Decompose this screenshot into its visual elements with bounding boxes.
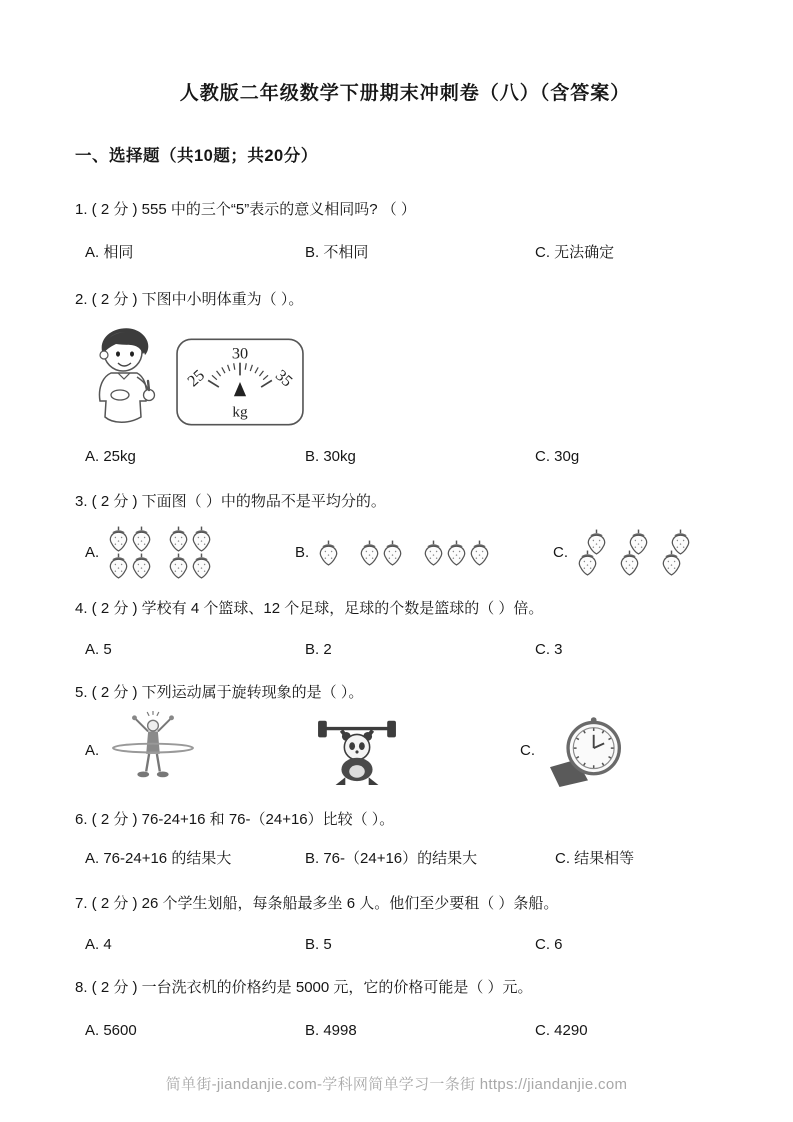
strawberry-icon [107, 525, 130, 552]
scale-unit-label: kg [232, 403, 248, 421]
strawberry-icon [445, 539, 468, 566]
alarm-clock-icon [543, 712, 633, 788]
scale-left-label: 25 [183, 366, 209, 391]
q6-option-b: B. 76-（24+16）的结果大 [305, 850, 478, 867]
q2-option-a: A. 25kg [85, 448, 136, 465]
question-6-options [75, 849, 735, 868]
cartoon-boy-icon [85, 321, 163, 435]
scale-center-label: 30 [231, 344, 249, 363]
question-5-options [75, 710, 735, 790]
strawberry-groups-c [576, 528, 702, 576]
q7-option-c: C. 6 [535, 936, 563, 953]
strawberry-icon [190, 525, 213, 552]
q3-option-c [553, 528, 702, 576]
q3-option-c-label: C. [553, 543, 568, 561]
q8-option-c: C. 4290 [535, 1022, 588, 1039]
strawberry-groups-b [317, 539, 509, 566]
strawberry-icon [130, 552, 153, 579]
q1-option-b: B. 不相同 [305, 244, 369, 261]
q1-option-a: A. 相同 [85, 244, 134, 261]
strawberry-icon [130, 525, 153, 552]
q6-option-c: C. 结果相等 [555, 850, 635, 867]
question-2-options [75, 447, 735, 466]
strawberry-icon [618, 549, 641, 576]
question-8-text: 8. ( 2 分 ) 一台洗衣机的价格约是 5000 元，它的价格可能是（ ）元。 [75, 979, 533, 996]
page-title: 人教版二年级数学下册期末冲刺卷（八）（含答案） [179, 83, 631, 104]
q7-option-b: B. 5 [305, 936, 332, 953]
question-1-options [75, 243, 735, 262]
question-4-text: 4. ( 2 分 ) 学校有 4 个篮球、12 个足球，足球的个数是篮球的（ ）倍。 [75, 600, 544, 617]
strawberry-icon [660, 549, 683, 576]
question-7-options [75, 935, 735, 954]
q3-option-b [295, 539, 553, 566]
q3-option-a-label: A. [85, 543, 100, 561]
strawberry-icon [317, 539, 340, 566]
q3-option-b-label: B. [295, 543, 310, 561]
panda-weightlifting-icon [315, 713, 399, 787]
q8-option-a: A. 5600 [85, 1022, 137, 1039]
question-8-options [75, 1021, 735, 1040]
scale-right-label: 35 [271, 366, 297, 391]
question-4-options [75, 640, 735, 659]
strawberry-icon [167, 525, 190, 552]
q5-option-a [75, 711, 315, 789]
question-3-text: 3. ( 2 分 ) 下面图（ ）中的物品不是平均分的。 [75, 493, 386, 510]
question-2-figure [85, 321, 735, 439]
strawberry-icon [422, 539, 445, 566]
strawberry-icon [167, 552, 190, 579]
strawberry-icon [468, 539, 491, 566]
q5-option-b [315, 713, 520, 787]
q8-option-b: B. 4998 [305, 1022, 357, 1039]
question-5-text: 5. ( 2 分 ) 下列运动属于旋转现象的是（ ）。 [75, 684, 364, 701]
strawberry-icon [107, 552, 130, 579]
question-2-text: 2. ( 2 分 ) 下图中小明体重为（ ）。 [75, 291, 304, 308]
question-1-text: 1. ( 2 分 ) 555 中的三个“5”表示的意义相同吗? （ ） [75, 201, 416, 218]
question-6-text: 6. ( 2 分 ) 76-24+16 和 76-（24+16）比较（ ）。 [75, 811, 395, 828]
strawberry-icon [576, 549, 599, 576]
q1-option-c: C. 无法确定 [535, 244, 615, 261]
q3-option-a [75, 525, 295, 579]
strawberry-icon [381, 539, 404, 566]
q5-option-c [520, 712, 633, 788]
weight-scale-dial-icon [175, 335, 305, 429]
person-hula-hoop-icon [107, 711, 199, 789]
question-3-options [75, 517, 735, 587]
q2-option-b: B. 30kg [305, 448, 356, 465]
q6-option-a: A. 76-24+16 的结果大 [85, 850, 232, 867]
q5-option-c-label: C. [520, 741, 535, 759]
strawberry-icon [190, 552, 213, 579]
q7-option-a: A. 4 [85, 936, 112, 953]
q4-option-a: A. 5 [85, 641, 112, 658]
strawberry-groups-a [107, 525, 227, 579]
strawberry-icon [358, 539, 381, 566]
q2-option-c: C. 30g [535, 448, 580, 465]
question-7-text: 7. ( 2 分 ) 26 个学生划船，每条船最多坐 6 人。他们至少要租（ ）条船。 [75, 895, 559, 912]
q4-option-b: B. 2 [305, 641, 332, 658]
watermark-footer: 简单街-jiandanjie.com-学科网简单学习一条街 https://jiandanjie.com [165, 1076, 628, 1093]
q4-option-c: C. 3 [535, 641, 563, 658]
section-heading: 一、选择题（共10题；共20分） [75, 147, 318, 165]
q5-option-a-label: A. [85, 741, 100, 759]
